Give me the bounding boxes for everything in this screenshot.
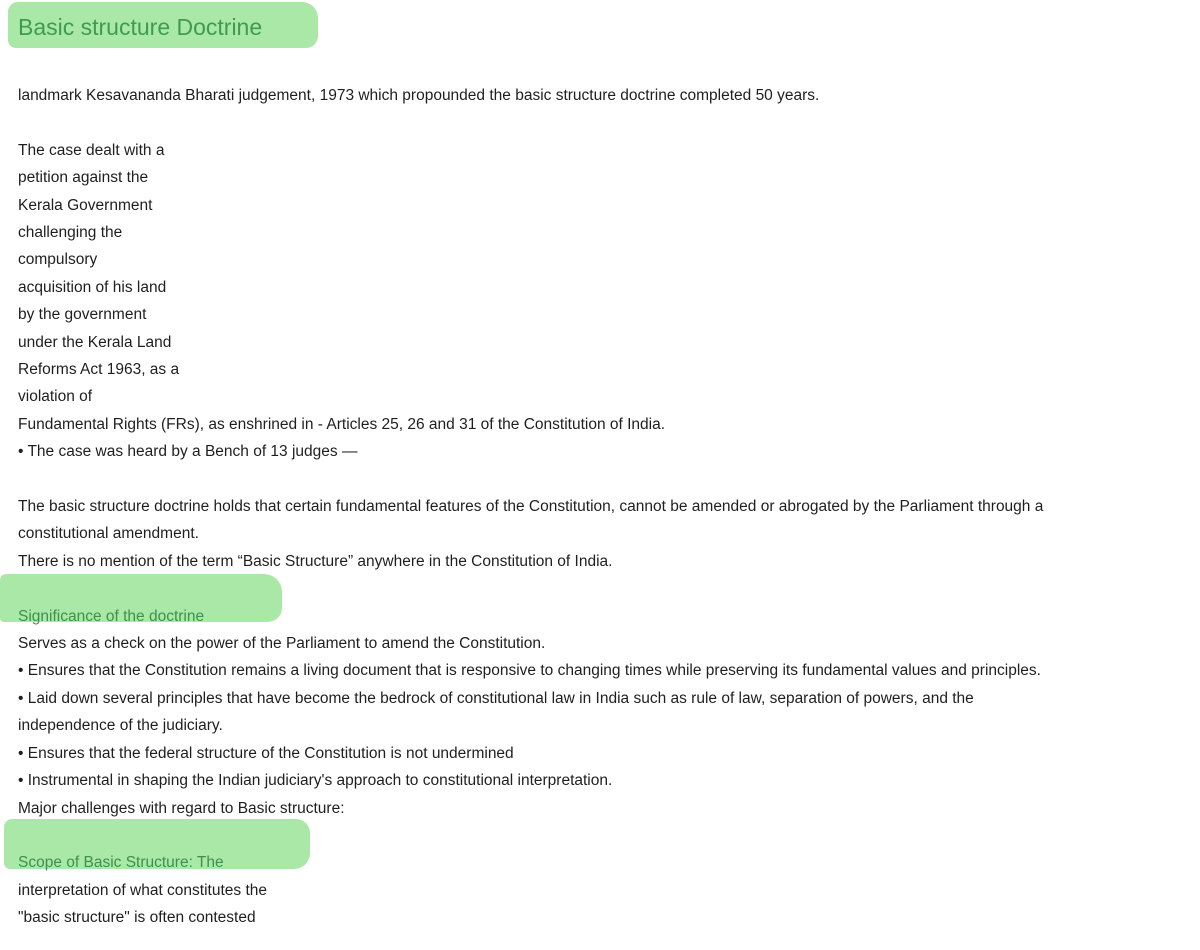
case-line: petition against the: [18, 169, 149, 187]
case-line: acquisition of his land: [18, 278, 167, 296]
bullet-item: • Ensures that the Constitution remains a living document that is responsive to changing times while preserving its fundamental values and principles.: [18, 662, 1041, 680]
challenges-intro: Major challenges with regard to Basic structure:: [18, 799, 345, 817]
bullet-item: • Laid down several principles that have become the bedrock of constitutional law in India such as rule of law, separation of powers, and the: [18, 689, 974, 707]
significance-line: Serves as a check on the power of the Parliament to amend the Constitution.: [18, 635, 546, 653]
page-title: Basic structure Doctrine: [18, 14, 263, 40]
case-line: The case dealt with a: [18, 141, 165, 159]
case-line: compulsory: [18, 251, 98, 269]
case-line: violation of: [18, 388, 93, 406]
scope-line: "basic structure" is often contested: [18, 909, 256, 927]
note-document: [18, 0, 1193, 932]
scope-heading: Scope of Basic Structure: The: [18, 854, 224, 872]
case-line: Fundamental Rights (FRs), as enshrined in - Articles 25, 26 and 31 of the Constitution of India.: [18, 415, 666, 433]
significance-heading-block: [18, 603, 204, 630]
significance-line: independence of the judiciary.: [18, 717, 223, 735]
case-line: Kerala Government: [18, 196, 153, 214]
case-line: Reforms Act 1963, as a: [18, 361, 180, 379]
intro-text: landmark Kesavananda Bharati judgement, 1973 which propounded the basic structure doctrine completed 50 years.: [18, 87, 820, 104]
significance-heading: Significance of the doctrine: [18, 607, 205, 625]
bullet-item: • The case was heard by a Bench of 13 judges —: [18, 443, 358, 461]
bullet-item: • Instrumental in shaping the Indian judiciary's approach to constitutional interpretation.: [18, 772, 613, 790]
scope-heading-block: [18, 849, 224, 876]
title-block: [18, 6, 262, 48]
doctrine-line: There is no mention of the term “Basic Structure” anywhere in the Constitution of India.: [18, 552, 613, 570]
case-line: under the Kerala Land: [18, 333, 172, 351]
scope-line: interpretation of what constitutes the: [18, 881, 268, 899]
case-line: challenging the: [18, 224, 123, 242]
case-line: by the government: [18, 306, 147, 324]
bullet-item: • Ensures that the federal structure of the Constitution is not undermined: [18, 744, 514, 762]
doctrine-line: constitutional amendment.: [18, 525, 199, 543]
doctrine-line: The basic structure doctrine holds that certain fundamental features of the Constitution, cannot be amended or abrogated by the Parliament through a: [18, 498, 1044, 516]
